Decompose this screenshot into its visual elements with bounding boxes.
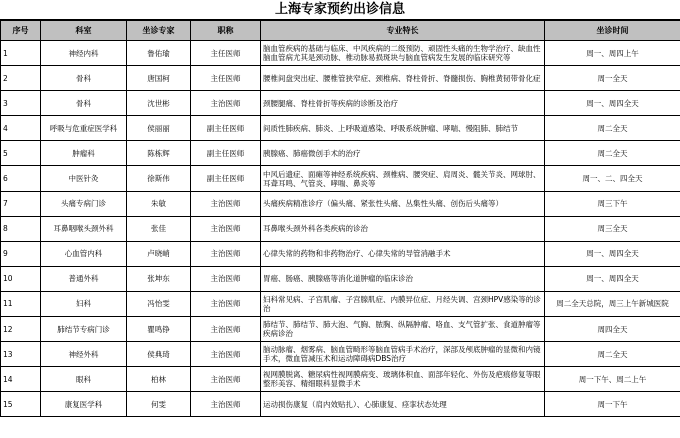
cell-dept: 康复医学科 bbox=[41, 392, 127, 417]
cell-specialty: 脑动脉瘤、烟雾病、脑血管畸形等脑血管病手术治疗，深部及颅底肿瘤的显微和内镜手术，微血管减压术和运动障碍病DBS治疗 bbox=[261, 342, 545, 367]
cell-time: 周一下午、周二上午 bbox=[545, 367, 680, 392]
cell-no: 8 bbox=[1, 216, 41, 241]
cell-specialty: 头痛疾病精准诊疗（偏头痛、紧张性头痛、丛集性头痛、创伤后头痛等） bbox=[261, 191, 545, 216]
table-row bbox=[1, 241, 680, 266]
cell-dept: 神经内科 bbox=[41, 41, 127, 66]
table-row bbox=[1, 317, 680, 342]
cell-specialty: 颈腰腿痛、脊柱骨折等疾病的诊断及治疗 bbox=[261, 91, 545, 116]
cell-time: 周一全天 bbox=[545, 66, 680, 91]
header-doctor: 坐诊专家 bbox=[127, 21, 191, 41]
cell-time: 周四全天 bbox=[545, 317, 680, 342]
cell-doctor: 何雯 bbox=[127, 392, 191, 417]
cell-doctor: 徐斯伟 bbox=[127, 166, 191, 191]
cell-doctor: 侯典琦 bbox=[127, 342, 191, 367]
table-row bbox=[1, 166, 680, 191]
cell-time: 周二全天 bbox=[545, 342, 680, 367]
cell-time: 周二全天 bbox=[545, 116, 680, 141]
table-row bbox=[1, 66, 680, 91]
cell-rank: 主治医师 bbox=[191, 342, 261, 367]
cell-rank: 副主任医师 bbox=[191, 141, 261, 166]
cell-time: 周二全天总院，周三上午新城医院 bbox=[545, 291, 680, 316]
cell-dept: 呼吸与危重症医学科 bbox=[41, 116, 127, 141]
header-specialty: 专业特长 bbox=[261, 21, 545, 41]
cell-no: 3 bbox=[1, 91, 41, 116]
cell-specialty: 运动损伤康复（肩内效贴扎）、心肺康复、痉挛状态处理 bbox=[261, 392, 545, 417]
table-row bbox=[1, 266, 680, 291]
cell-rank: 主治医师 bbox=[191, 241, 261, 266]
cell-no: 9 bbox=[1, 241, 41, 266]
cell-dept: 心血管内科 bbox=[41, 241, 127, 266]
cell-specialty: 胰腺癌、肺癌微创手术的治疗 bbox=[261, 141, 545, 166]
cell-rank: 主治医师 bbox=[191, 367, 261, 392]
cell-doctor: 张坤东 bbox=[127, 266, 191, 291]
header-no: 序号 bbox=[1, 21, 41, 41]
cell-specialty: 视网膜脱离、糖尿病性视网膜病变、玻璃体积血、面部年轻化、外伤及疤痕修复等眼整形美容、精细眼科显微手术 bbox=[261, 367, 545, 392]
cell-specialty: 心律失常的药物和非药物治疗、心律失常的导管消融手术 bbox=[261, 241, 545, 266]
cell-no: 15 bbox=[1, 392, 41, 417]
cell-dept: 肿瘤科 bbox=[41, 141, 127, 166]
table-row bbox=[1, 216, 680, 241]
cell-time: 周三全天 bbox=[545, 216, 680, 241]
cell-no: 14 bbox=[1, 367, 41, 392]
cell-dept: 妇科 bbox=[41, 291, 127, 316]
page-title: 上海专家预约出诊信息 bbox=[0, 0, 680, 20]
cell-dept: 骨科 bbox=[41, 91, 127, 116]
cell-specialty: 耳鼻喉头颈外科各类疾病的诊治 bbox=[261, 216, 545, 241]
cell-doctor: 瞿鸣铮 bbox=[127, 317, 191, 342]
cell-dept: 眼科 bbox=[41, 367, 127, 392]
cell-rank: 主治医师 bbox=[191, 191, 261, 216]
cell-time: 周二全天 bbox=[545, 141, 680, 166]
cell-time: 周一、周四全天 bbox=[545, 266, 680, 291]
cell-dept: 骨科 bbox=[41, 66, 127, 91]
cell-no: 6 bbox=[1, 166, 41, 191]
cell-time: 周一、二、四全天 bbox=[545, 166, 680, 191]
cell-no: 4 bbox=[1, 116, 41, 141]
cell-no: 2 bbox=[1, 66, 41, 91]
table-row bbox=[1, 41, 680, 66]
cell-dept: 神经外科 bbox=[41, 342, 127, 367]
cell-specialty: 胃癌、肠癌、胰腺癌等消化道肿瘤的临床诊治 bbox=[261, 266, 545, 291]
cell-time: 周一下午 bbox=[545, 392, 680, 417]
cell-rank: 主任医师 bbox=[191, 66, 261, 91]
header-dept: 科室 bbox=[41, 21, 127, 41]
cell-dept: 耳鼻咽喉头颈外科 bbox=[41, 216, 127, 241]
cell-rank: 主治医师 bbox=[191, 91, 261, 116]
cell-dept: 肺结节专病门诊 bbox=[41, 317, 127, 342]
cell-no: 11 bbox=[1, 291, 41, 316]
cell-rank: 主治医师 bbox=[191, 392, 261, 417]
cell-time: 周一、周四全天 bbox=[545, 91, 680, 116]
cell-no: 5 bbox=[1, 141, 41, 166]
cell-dept: 头痛专病门诊 bbox=[41, 191, 127, 216]
cell-specialty: 中风后遗症、面瘫等神经系统疾病、颈椎病、腰突症、肩周炎、髋关节炎、网球肘、耳聋耳鸣、气管炎、哮喘、鼻炎等 bbox=[261, 166, 545, 191]
cell-rank: 主任医师 bbox=[191, 41, 261, 66]
cell-time: 周一、周四全天 bbox=[545, 241, 680, 266]
cell-specialty: 间质性肺疾病、肺炎、上呼吸道感染、呼吸系统肿瘤、哮喘、慢阻肺、肺结节 bbox=[261, 116, 545, 141]
cell-specialty: 脑血管疾病的基础与临床、中风疾病的二级预防、顽固性头痛的生物学治疗、缺血性脑血管病尤其是颈动脉、椎动脉易损斑块与脑血管病发生发展的临床研究等 bbox=[261, 41, 545, 66]
cell-time: 周三下午 bbox=[545, 191, 680, 216]
cell-doctor: 冯怡雯 bbox=[127, 291, 191, 316]
table-row bbox=[1, 91, 680, 116]
cell-dept: 普通外科 bbox=[41, 266, 127, 291]
schedule-table bbox=[0, 20, 680, 417]
cell-no: 12 bbox=[1, 317, 41, 342]
cell-doctor: 沈世彬 bbox=[127, 91, 191, 116]
cell-doctor: 朱敏 bbox=[127, 191, 191, 216]
cell-time: 周一、周四上午 bbox=[545, 41, 680, 66]
header-row bbox=[1, 21, 680, 41]
cell-rank: 主治医师 bbox=[191, 266, 261, 291]
cell-doctor: 侯丽丽 bbox=[127, 116, 191, 141]
cell-specialty: 妇科常见病、子宫肌瘤、子宫腺肌症、内膜异位症、月经失调、宫颈HPV感染等的诊治 bbox=[261, 291, 545, 316]
cell-rank: 主治医师 bbox=[191, 317, 261, 342]
table-row bbox=[1, 392, 680, 417]
cell-doctor: 卢晓峭 bbox=[127, 241, 191, 266]
table-row bbox=[1, 116, 680, 141]
table-row bbox=[1, 191, 680, 216]
header-rank: 职称 bbox=[191, 21, 261, 41]
cell-doctor: 陈栋辉 bbox=[127, 141, 191, 166]
cell-specialty: 肺结节、肺结节、肺大泡、气胸、脓胸、纵隔肿瘤、咯血、支气管扩张、食道肿瘤等疾病诊治 bbox=[261, 317, 545, 342]
cell-rank: 副主任医师 bbox=[191, 116, 261, 141]
cell-no: 1 bbox=[1, 41, 41, 66]
table-row bbox=[1, 141, 680, 166]
cell-no: 7 bbox=[1, 191, 41, 216]
cell-specialty: 腰椎间盘突出症、腰椎管狭窄症、颈椎病、脊柱骨折、脊髓损伤、胸椎黄韧带骨化症 bbox=[261, 66, 545, 91]
cell-doctor: 柏林 bbox=[127, 367, 191, 392]
cell-dept: 中医针灸 bbox=[41, 166, 127, 191]
table-row bbox=[1, 367, 680, 392]
cell-no: 10 bbox=[1, 266, 41, 291]
cell-doctor: 张佳 bbox=[127, 216, 191, 241]
cell-rank: 主治医师 bbox=[191, 216, 261, 241]
header-time: 坐诊时间 bbox=[545, 21, 680, 41]
cell-no: 13 bbox=[1, 342, 41, 367]
cell-doctor: 鲁佑瑜 bbox=[127, 41, 191, 66]
cell-doctor: 唐国柯 bbox=[127, 66, 191, 91]
cell-rank: 副主任医师 bbox=[191, 166, 261, 191]
table-row bbox=[1, 291, 680, 316]
cell-rank: 主治医师 bbox=[191, 291, 261, 316]
table-row bbox=[1, 342, 680, 367]
